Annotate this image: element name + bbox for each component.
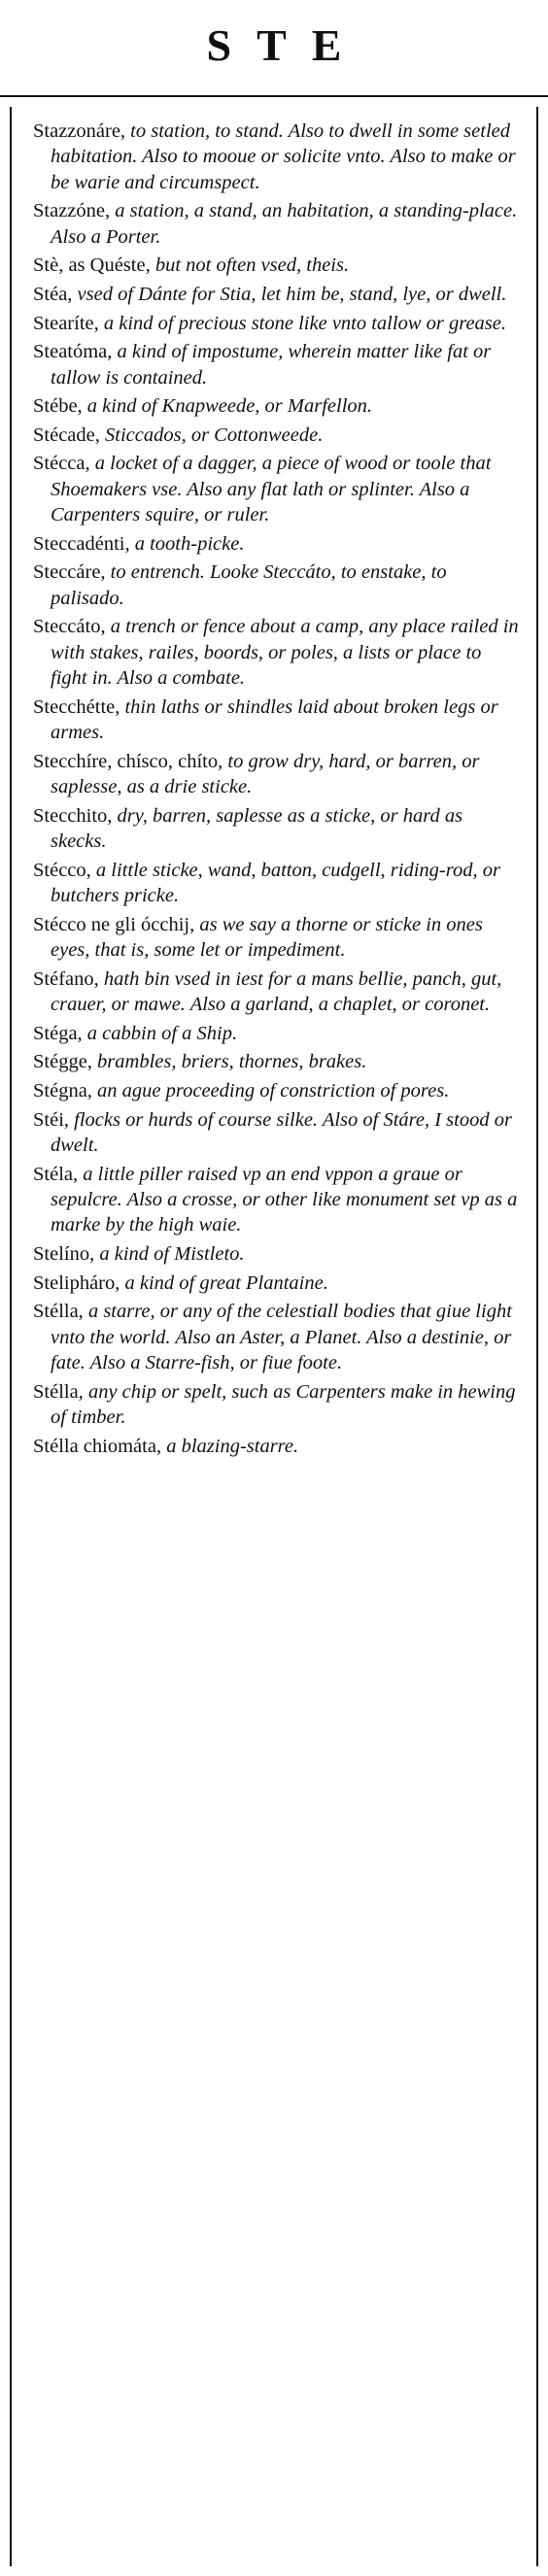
dictionary-column bbox=[10, 107, 538, 2566]
dictionary-entry bbox=[33, 531, 519, 557]
entry-definition: any chip or spelt, such as Carpenters make in hewing of timber. bbox=[51, 1380, 516, 1428]
entry-headword: Stécca, bbox=[33, 453, 90, 475]
entry-definition: a station, a stand, an habitation, a standing-place. Also a Porter. bbox=[51, 200, 518, 248]
entry-definition: hath bin vsed in iest for a mans bellie, panch, gut, crauer, or mawe. Also a garland, a chaplet, or coronet. bbox=[51, 967, 502, 1016]
entry-headword: Stéga, bbox=[33, 1022, 83, 1044]
entry-headword: Stelíno, bbox=[33, 1242, 95, 1265]
entry-definition: vsed of Dánte for Stia, let him be, stand, lye, or dwell. bbox=[72, 284, 507, 305]
dictionary-entry bbox=[33, 393, 519, 419]
entry-headword: Stélla chiomáta, bbox=[33, 1435, 162, 1457]
entry-definition: a kind of precious stone like vnto tallow or grease. bbox=[98, 312, 506, 334]
header-rule bbox=[0, 95, 548, 97]
dictionary-entry bbox=[33, 1434, 519, 1459]
entry-headword: Stégge, bbox=[33, 1051, 92, 1073]
dictionary-entry bbox=[33, 423, 519, 448]
page-header bbox=[0, 0, 548, 97]
dictionary-entry bbox=[33, 1241, 519, 1267]
entry-headword: Stécco, bbox=[33, 859, 91, 881]
entry-definition: thin laths or shindles laid about broken legs or armes. bbox=[51, 695, 498, 744]
entry-definition: flocks or hurds of course silke. Also of Stáre, I stood or dwelt. bbox=[51, 1108, 512, 1156]
entry-definition: an ague proceeding of constriction of pores. bbox=[91, 1079, 450, 1102]
dictionary-entry bbox=[33, 803, 519, 855]
dictionary-entry bbox=[33, 695, 519, 746]
entry-headword: Steccáre, bbox=[33, 561, 106, 584]
entry-definition: a little piller raised vp an end vppon a graue or sepulcre. Also a crosse, or other like monument set vp as a marke by the high waie. bbox=[51, 1163, 518, 1237]
dictionary-entry bbox=[33, 559, 519, 611]
entry-definition: brambles, briers, thornes, brakes. bbox=[91, 1051, 367, 1073]
dictionary-entry bbox=[33, 1379, 519, 1431]
entry-headword: Stécade, bbox=[33, 424, 100, 446]
dictionary-entry bbox=[33, 282, 519, 307]
entry-definition: a kind of Knapweede, or Marfellon. bbox=[82, 395, 373, 418]
dictionary-entry bbox=[33, 1049, 519, 1074]
dictionary-entry bbox=[33, 1162, 519, 1238]
dictionary-entry bbox=[33, 1021, 519, 1046]
entry-definition: a trench or fence about a camp, any place railed in with stakes, railes, boords, or poles, a lists or place to fight in. Also a combate. bbox=[51, 616, 519, 690]
entry-definition: to station, to stand. Also to dwell in some setled habitation. Also to mooue or solicite vnto. Also to make or be warie and circumspect. bbox=[51, 120, 516, 193]
entry-definition: a kind of Mistleto. bbox=[94, 1242, 245, 1265]
entry-definition: Sticcados, or Cottonweede. bbox=[99, 424, 324, 446]
entry-definition: to grow dry, hard, or barren, or saplesse, as a drie sticke. bbox=[51, 750, 480, 798]
entry-headword: Stéla, bbox=[33, 1163, 79, 1185]
dictionary-entry bbox=[33, 451, 519, 527]
dictionary-entry bbox=[33, 966, 519, 1018]
dictionary-entry bbox=[33, 858, 519, 909]
entry-headword: Stéfano, bbox=[33, 967, 99, 990]
dictionary-entry bbox=[33, 1271, 519, 1296]
entry-definition: a starre, or any of the celestiall bodies that giue light vnto the world. Also an Aster, a Planet. Also a destinie, or fate. Also a Starre-fish, or fiue foote. bbox=[51, 1301, 512, 1373]
entry-definition: to entrench. Looke Steccáto, to enstake, to palisado. bbox=[51, 561, 447, 609]
entry-headword: Stazzonáre, bbox=[33, 120, 126, 142]
entry-definition: a locket of a dagger, a piece of wood or toole that Shoemakers vse. Also any flat lath or splinter. Also a Carpenters squire, or ruler. bbox=[51, 453, 492, 526]
entry-definition: a tooth-picke. bbox=[129, 532, 245, 555]
entry-headword: Stecchito, bbox=[33, 804, 113, 827]
entry-definition: a cabbin of a Ship. bbox=[82, 1022, 238, 1044]
entry-headword: Stégna, bbox=[33, 1079, 92, 1102]
dictionary-entry bbox=[33, 1107, 519, 1159]
entry-definition: a little sticke, wand, batton, cudgell, riding-rod, or butchers pricke. bbox=[51, 859, 500, 907]
entry-headword: Steatóma, bbox=[33, 341, 113, 363]
dictionary-entry bbox=[33, 311, 519, 336]
entry-headword: Stearíte, bbox=[33, 312, 99, 334]
entry-headword: Steccáto, bbox=[33, 616, 106, 638]
dictionary-entry bbox=[33, 253, 519, 278]
entry-headword: Stélla, bbox=[33, 1301, 84, 1323]
entry-definition: dry, barren, saplesse as a sticke, or hard as skecks. bbox=[51, 804, 463, 853]
entry-headword: Stécco ne gli ócchij, bbox=[33, 913, 195, 935]
entry-headword: Stébe, bbox=[33, 395, 83, 418]
entry-definition: a kind of great Plantaine. bbox=[120, 1271, 328, 1294]
entry-headword: Stecchétte, bbox=[33, 695, 120, 718]
entry-headword: Stélla, bbox=[33, 1380, 84, 1403]
entry-headword: Stazzóne, bbox=[33, 200, 111, 222]
dictionary-entry bbox=[33, 119, 519, 195]
entry-headword: Stelipháro, bbox=[33, 1271, 120, 1294]
entry-headword: Steccadénti, bbox=[33, 532, 130, 555]
running-head: STE bbox=[206, 20, 367, 70]
dictionary-entry bbox=[33, 749, 519, 800]
dictionary-entry bbox=[33, 1299, 519, 1375]
entry-headword: Stecchíre, chísco, chíto, bbox=[33, 750, 223, 772]
entry-headword: Stéa, bbox=[33, 284, 73, 305]
dictionary-entry bbox=[33, 912, 519, 964]
entry-headword: Stè, as Quéste, bbox=[33, 254, 151, 277]
dictionary-entry bbox=[33, 1078, 519, 1103]
entry-headword: Stéi, bbox=[33, 1108, 70, 1131]
entry-list bbox=[12, 107, 536, 1459]
entry-definition: as we say a thorne or sticke in ones eyes, that is, some let or impediment. bbox=[51, 913, 483, 962]
dictionary-entry bbox=[33, 614, 519, 691]
entry-definition: but not often vsed, theis. bbox=[150, 254, 350, 277]
entry-definition: a blazing-starre. bbox=[161, 1435, 299, 1457]
entry-definition: a kind of impostume, wherein matter like fat or tallow is contained. bbox=[51, 341, 492, 389]
dictionary-entry bbox=[33, 198, 519, 250]
dictionary-entry bbox=[33, 339, 519, 390]
